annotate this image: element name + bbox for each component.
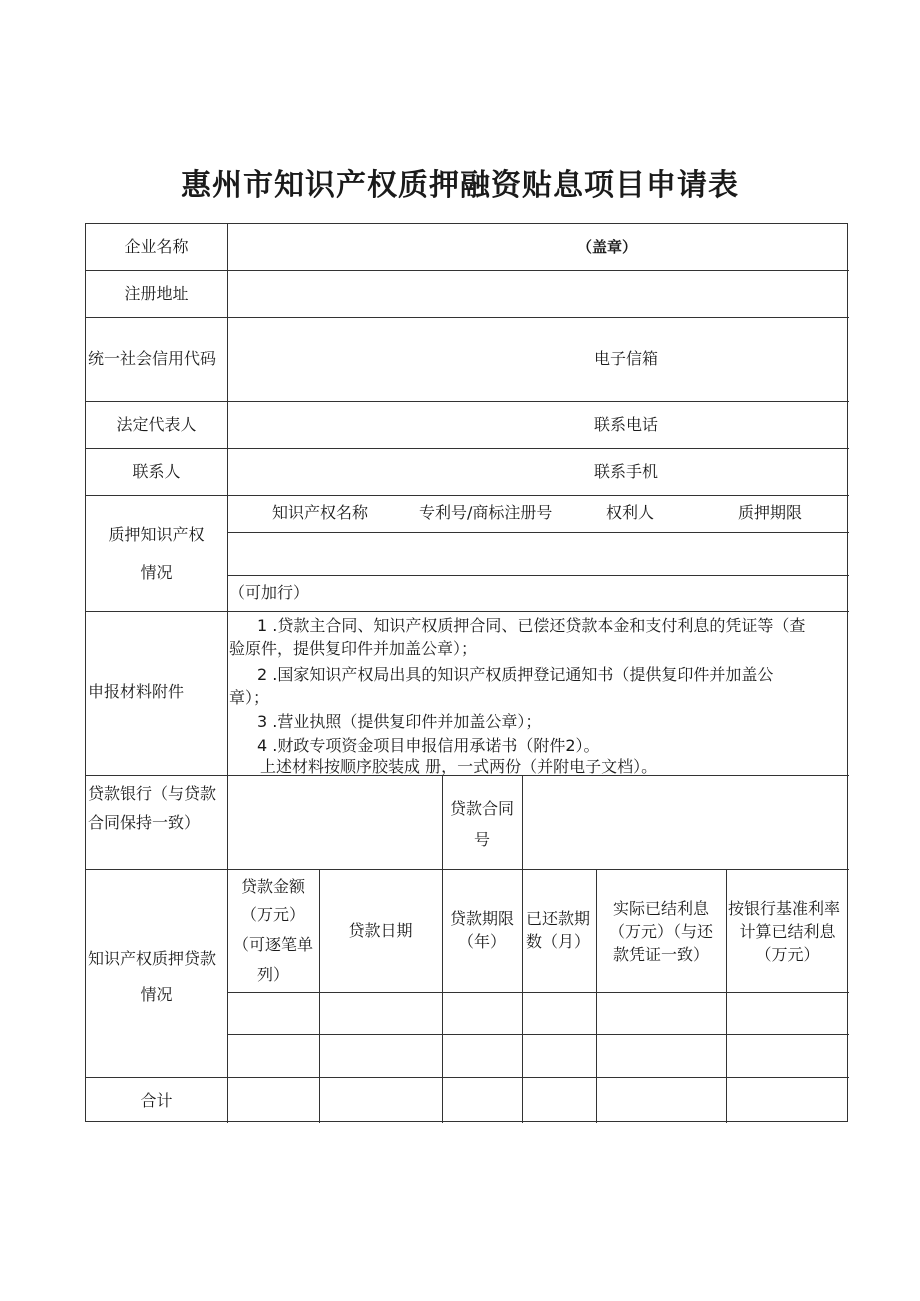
col-amount-l3: （可逐笔单 xyxy=(232,935,313,954)
col-repaid-l1: 已还款期 xyxy=(526,909,591,928)
col-date: 贷款日期 xyxy=(348,921,413,940)
seal-note: （盖章） xyxy=(576,238,637,256)
ip-col-name: 知识产权名称 xyxy=(272,503,369,522)
attachment-item-1: 1 .贷款主合同、知识产权质押合同、已偿还贷款本金和支付利息的凭证等（查 xyxy=(257,616,806,635)
col-term-l1: 贷款期限 xyxy=(449,909,514,928)
col-amount-l1: 贷款金额 xyxy=(240,877,305,896)
col-base-l1: 按银行基准利率 xyxy=(728,899,841,918)
ip-label-line2: 情况 xyxy=(140,563,173,582)
phone-label: 联系电话 xyxy=(594,415,659,434)
ip-col-term: 质押期限 xyxy=(738,503,803,522)
col-interest-l3: 款凭证一致） xyxy=(612,945,709,964)
bank-label-line2: 合同保持一致） xyxy=(88,813,201,832)
contact-label: 联系人 xyxy=(132,462,181,481)
col-base-l3: （万元） xyxy=(755,945,820,964)
col-interest-l1: 实际已结利息 xyxy=(612,899,709,918)
attachment-item-1-cont: 验原件，提供复印件并加盖公章）； xyxy=(229,639,478,658)
mobile-label: 联系手机 xyxy=(594,462,659,481)
credit-code-label: 统一社会信用代码 xyxy=(88,349,217,368)
col-term-l2: （年） xyxy=(457,932,506,951)
ip-label-line1: 质押知识产权 xyxy=(108,525,205,544)
attachment-item-2-cont: 章）； xyxy=(229,688,270,707)
address-label: 注册地址 xyxy=(124,284,189,303)
ip-col-number: 专利号/商标注册号 xyxy=(419,503,553,522)
application-form-table xyxy=(85,223,848,1122)
contract-no-line2: 号 xyxy=(473,830,490,849)
attachment-item-2: 2 .国家知识产权局出具的知识产权质押登记通知书（提供复印件并加盖公 xyxy=(257,665,774,684)
loan-label-line2: 情况 xyxy=(140,985,173,1004)
total-label: 合计 xyxy=(140,1091,173,1110)
add-row-note: （可加行） xyxy=(229,583,310,602)
col-amount-l4: 列） xyxy=(256,965,289,984)
attachments-label: 申报材料附件 xyxy=(88,682,185,701)
contract-no-line1: 贷款合同 xyxy=(449,799,514,818)
col-base-l2: 计算已结利息 xyxy=(739,922,836,941)
attachment-item-3: 3 .营业执照（提供复印件并加盖公章）； xyxy=(257,712,542,731)
attachment-item-4: 4 .财政专项资金项目申报信用承诺书（附件2）。 xyxy=(257,736,600,755)
col-amount-l2: （万元） xyxy=(240,905,305,924)
loan-label-line1: 知识产权质押贷款 xyxy=(88,949,217,968)
email-label: 电子信箱 xyxy=(594,349,659,368)
col-repaid-l2: 数（月） xyxy=(526,932,591,951)
page-title: 惠州市知识产权质押融资贴息项目申请表 xyxy=(181,168,739,203)
attachment-note: 上述材料按顺序胶装成 册，一式两份（并附电子文档）。 xyxy=(260,757,658,776)
ip-col-owner: 权利人 xyxy=(606,503,655,522)
legal-rep-label: 法定代表人 xyxy=(116,415,197,434)
col-interest-l2: （万元）（与还 xyxy=(608,922,713,941)
bank-label-line1: 贷款银行（与贷款 xyxy=(88,784,217,803)
company-name-label: 企业名称 xyxy=(124,237,189,256)
